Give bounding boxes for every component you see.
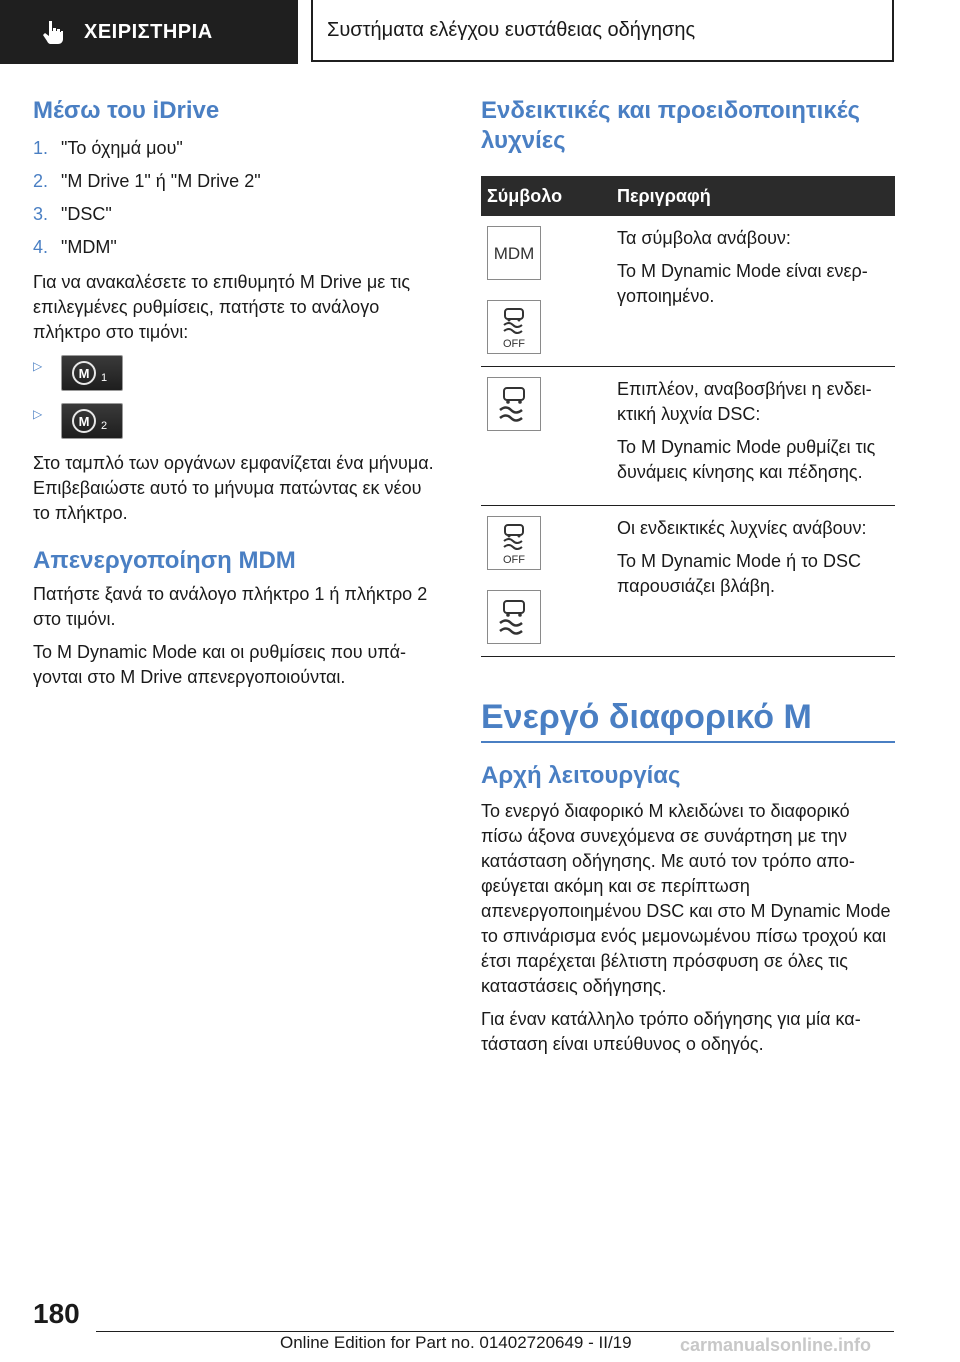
header-section-title: ΧΕΙΡΙΣΤΗΡΙΑ: [84, 20, 213, 43]
dsc-off-icon: [487, 516, 541, 570]
list-item: 3. "DSC": [33, 204, 112, 224]
watermark: carmanualsonline.info: [680, 1335, 872, 1355]
table-row: Επιπλέον, αναβοσβήνει η ενδεικτική λυχνία DSC: Το M Dynamic Mode ρυθμίζει τις δυνάμεις κίνησης και πέδησης.: [481, 367, 895, 506]
heading-deactivate: Απενεργοποίηση MDM: [33, 547, 296, 574]
bullet-m1: [33, 355, 441, 391]
idrive-steps: [33, 132, 441, 264]
footer-edition: Online Edition for Part no. 01402720649 - II/19: [280, 1333, 632, 1352]
svg-text:OFF: OFF: [503, 338, 525, 350]
m1-steering-button-icon: [70, 359, 114, 387]
left-column: [33, 96, 441, 698]
paragraph-deactivated: Το M Dynamic Mode και οι ρυθμίσεις που υπάγονται στο M Drive απενεργοποιούνται.: [33, 642, 406, 687]
paragraph-confirm: Στο ταμπλό των οργάνων εμφανίζεται ένα μήνυμα. Επιβεβαιώστε αυτό το μήνυμα πατώντας εκ νέου το πλήκτρο.: [33, 453, 434, 523]
footer-divider: [96, 1331, 894, 1332]
dsc-off-icon: [487, 300, 541, 354]
svg-text:MDM: MDM: [493, 244, 535, 263]
table-row: MDM OFF Τα σύμβολα ανάβουν: Το M Dynamic Mode είναι ενεργοποιημένο.: [481, 216, 895, 367]
hand-pointer-icon: [40, 19, 66, 45]
table-row: OFF Οι ενδεικτικές λυχνίες ανάβουν: Το M Dynamic Mode ή το DSC παρουσιάζει βλάβη.: [481, 506, 895, 657]
list-item: 4. "MDM": [33, 237, 117, 257]
heading-active-differential: Ενεργό διαφορικό M: [481, 698, 812, 736]
paragraph-press: Πατήστε ξανά το ανάλογο πλήκτρο 1 ή πλήκτρο 2 στο τιμόνι.: [33, 584, 428, 629]
heading-lights: Ενδεικτικές και προειδοποιητικές λυχνίες: [481, 97, 861, 154]
m2-steering-button-icon: [70, 407, 114, 435]
svg-text:M: M: [78, 366, 90, 381]
dsc-icon: [487, 590, 541, 644]
list-item: 1. "Το όχημά μου": [33, 138, 183, 158]
paragraph-differential: Το ενεργό διαφορικό M κλειδώνει το διαφορικό πίσω άξονα συνεχόμενα σε συνάρτηση με την κατάσταση οδήγησης. Με αυτό τον τρόπο αποφεύγεται ακόμη και σε περίπτωση απενεργοποιημένου DSC και στο M Dynamic Mode το σπινάρισμα ενός μεμονωμένου πίσω τροχού και έτσι παρέχεται βέλτιστη πρόσφυση σε όλες τις καταστάσεις οδήγησης.: [481, 801, 891, 996]
m2-button-image: [61, 403, 123, 439]
m1-button-image: [61, 355, 123, 391]
mdm-icon: [487, 226, 541, 280]
heading-principle: Αρχή λειτουργίας: [481, 762, 681, 789]
header-section-tab: [0, 0, 298, 64]
paragraph-recall: Για να ανακαλέσετε το επιθυμητό M Drive με τις επιλεγμένες ρυθμίσεις, πατήστε το ανάλογο πλήκτρο στο τιμόνι:: [33, 272, 411, 342]
right-column: [481, 96, 895, 1065]
paragraph-driver-responsibility: Για έναν κατάλληλο τρόπο οδήγησης για μία κατάσταση είναι υπεύθυνος ο οδηγός.: [481, 1009, 861, 1054]
triangle-bullet-icon: ▷: [33, 407, 43, 421]
heading-idrive: Μέσω του iDrive: [33, 97, 220, 124]
symbols-table: [481, 176, 895, 657]
bullet-m2: [33, 403, 441, 439]
heading-underline: [481, 741, 895, 743]
triangle-bullet-icon: ▷: [33, 359, 43, 373]
svg-text:M: M: [78, 414, 90, 429]
dsc-icon: [487, 377, 541, 431]
svg-text:1: 1: [100, 372, 108, 384]
table-header-symbol: Σύμβολο: [481, 176, 611, 216]
header-chapter: [311, 0, 894, 62]
list-item: 2. "M Drive 1" ή "M Drive 2": [33, 171, 261, 191]
svg-text:OFF: OFF: [503, 554, 525, 566]
page-number: 180: [33, 1298, 80, 1329]
svg-text:2: 2: [100, 420, 108, 432]
table-header-description: Περιγραφή: [611, 176, 895, 216]
header-chapter-title: Συστήματα ελέγχου ευστάθειας οδήγησης: [327, 18, 696, 41]
